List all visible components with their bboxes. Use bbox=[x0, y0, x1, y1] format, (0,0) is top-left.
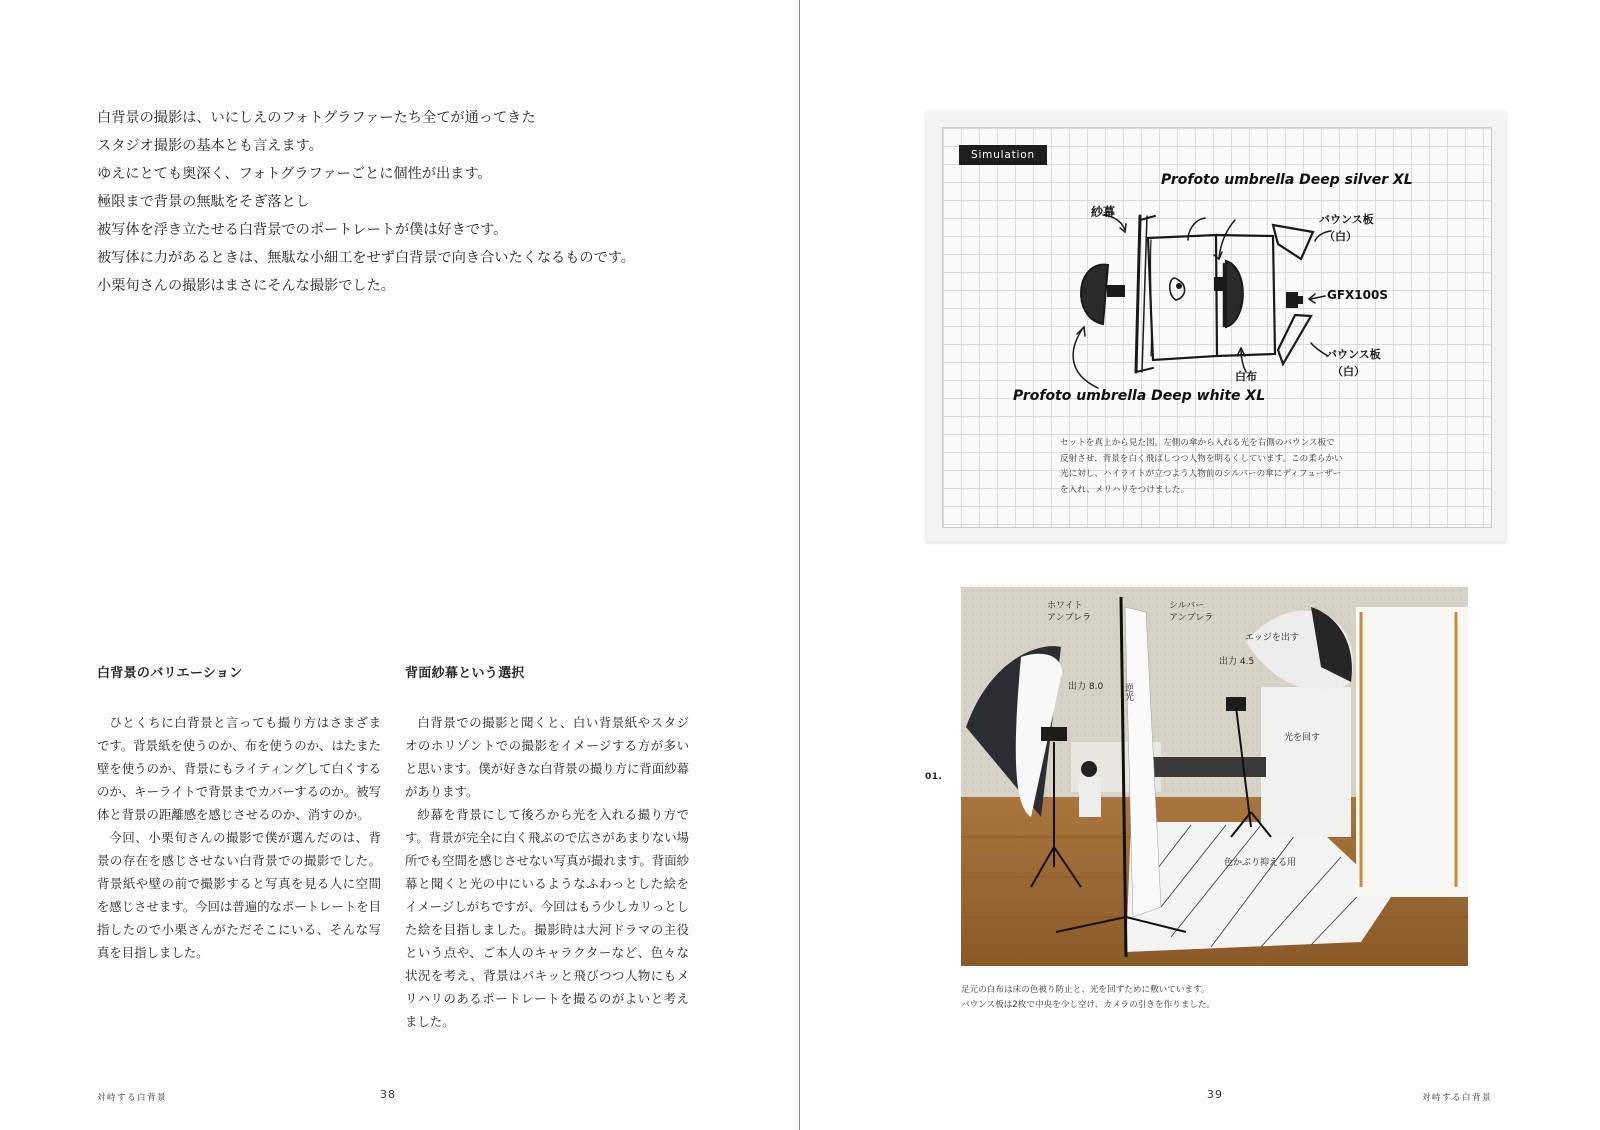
label-silver-umbrella: Profoto umbrella Deep silver XL bbox=[1161, 172, 1413, 188]
label-spread-light: 光を回す bbox=[1284, 733, 1321, 743]
simulation-caption bbox=[1060, 436, 1380, 498]
intro-text bbox=[97, 104, 737, 300]
simulation-tag: Simulation bbox=[959, 145, 1047, 165]
body-paragraph: 今回、小栗旬さんの撮影で僕が選んだのは、背景の存在を感じさせない白背景での撮影でした。背景紙や壁の前で撮影すると写真を見る人に空間を感じさせます。今回は普遍的なポートレートを目指したので小栗さんがただそこにいる、そんな写真を目指しました。 bbox=[97, 830, 381, 960]
photo-caption bbox=[961, 983, 1421, 1013]
body-paragraph: ひとくちに白背景と言っても撮り方はさまざまです。背景紙を使うのか、布を使うのか、はたまた壁を使うのか、背景にもライティングして白くするのか、キーライトで背景までカバーするのか。被写体と背景の距離感を感じさせるのか、消すのか。 bbox=[97, 715, 381, 822]
intro-line: 極限まで背景の無駄をそぎ落とし bbox=[97, 194, 310, 210]
grid-paper bbox=[942, 127, 1492, 528]
caption-line: 光に対し、ハイライトが立つよう人物前のシルバーの傘にディフューザー bbox=[1060, 469, 1342, 479]
caption-line: 反射させ、背景を白く飛ばしつつ人物を明るくしています。この柔らかい bbox=[1060, 453, 1343, 464]
subject-figure bbox=[1170, 278, 1185, 300]
studio-photo-illustration bbox=[961, 587, 1468, 966]
intro-line: 被写体を浮き立たせる白背景でのポートレートが僕は好きです。 bbox=[97, 222, 508, 238]
caption-line: 足元の白布は床の色被り防止と、光を回すために敷いています。 bbox=[961, 985, 1210, 995]
intro-line: ゆえにとても奥深く、フォトグラファーごとに個性が出ます。 bbox=[97, 166, 492, 182]
label-edge: エッジを出す bbox=[1245, 633, 1299, 643]
section-heading: 背面紗幕という選択 bbox=[405, 666, 525, 681]
intro-line: 小栗旬さんの撮影はまさにそんな撮影でした。 bbox=[97, 278, 395, 294]
label-white-umbrella: Profoto umbrella Deep white XL bbox=[1013, 388, 1266, 404]
running-footer: 対峙する白背景 bbox=[1422, 1093, 1493, 1103]
scrim-line bbox=[1136, 216, 1140, 372]
label-white-umbrella-photo: ホワイト アンブレラ bbox=[1047, 601, 1092, 623]
silver-umbrella-shape bbox=[1226, 261, 1243, 327]
label-bounce-bottom: バウンス板 bbox=[1326, 348, 1381, 361]
label-silver-umbrella-photo: シルバー アンブレラ bbox=[1169, 601, 1214, 623]
column-back-scrim bbox=[405, 662, 689, 1033]
page-number: 39 bbox=[1207, 1088, 1223, 1101]
caption-line: バウンス板は2枚で中央を少し空け、カメラの引きを作りました。 bbox=[961, 1000, 1216, 1010]
studio-photo bbox=[961, 587, 1468, 966]
body-paragraph: 白背景での撮影と聞くと、白い背景紙やスタジオのホリゾントでの撮影をイメージする方が多いと思います。僕が好きな白背景の撮り方に背面紗幕があります。 bbox=[405, 715, 689, 799]
cloth-outline bbox=[1148, 235, 1217, 360]
right-page bbox=[800, 0, 1600, 1130]
figure-number: 01. bbox=[925, 772, 943, 782]
bounce-board-bottom bbox=[1278, 315, 1311, 364]
label-suppress-color: 色かぶり抑える用 bbox=[1224, 858, 1297, 868]
caption-line: セットを真上から見た図。左側の傘から入れる光を右側のバウンス板で bbox=[1060, 438, 1335, 448]
caption-line: を入れ、メリハリをつけました。 bbox=[1060, 484, 1190, 495]
section-heading: 白背景のバリエーション bbox=[97, 666, 243, 681]
label-bounce-bottom-sub: （白） bbox=[1332, 365, 1365, 378]
label-white-cloth: 白布 bbox=[1235, 370, 1257, 383]
column-variation bbox=[97, 662, 381, 964]
label-power-45: 出力 4.5 bbox=[1219, 657, 1255, 667]
white-umbrella-shape bbox=[1081, 265, 1108, 324]
label-bounce-top: バウンス板 bbox=[1319, 213, 1374, 226]
label-backlight: 逆光 bbox=[1123, 683, 1133, 701]
body-paragraph: 紗幕を背景にして後ろから光を入れる撮り方です。背景が完全に白く飛ぶので広さがあまりない場所でも空間を感じさせない写真が撮れます。背面紗幕と聞くと光の中にいるようなふわっとした絵をイメージしがちですが、今回はもう少しカリっとした絵を目指しました。撮影時は大河ドラマの主役という点や、ご本人のキャラクターなど、色々な状況を考え、背景はパキッと飛びつつ人物にもメリハリのあるポートレートを撮るのがよいと考えました。 bbox=[405, 807, 689, 1029]
label-bounce-top-sub: （白） bbox=[1324, 230, 1357, 243]
simulation-card bbox=[926, 111, 1506, 542]
label-scrim: 紗幕 bbox=[1091, 205, 1116, 219]
running-footer: 対峙する白背景 bbox=[97, 1093, 168, 1103]
label-camera: GFX100S bbox=[1327, 288, 1388, 302]
intro-line: スタジオ撮影の基本とも言えます。 bbox=[97, 138, 323, 154]
bounce-board-top bbox=[1273, 225, 1313, 259]
label-power-80: 出力 8.0 bbox=[1068, 682, 1104, 692]
intro-line: 白背景の撮影は、いにしえのフォトグラファーたち全てが通ってきた bbox=[97, 110, 536, 126]
page-number: 38 bbox=[380, 1088, 396, 1101]
intro-line: 被写体に力があるときは、無駄な小細工をせず白背景で向き合いたくなるものです。 bbox=[97, 250, 635, 266]
